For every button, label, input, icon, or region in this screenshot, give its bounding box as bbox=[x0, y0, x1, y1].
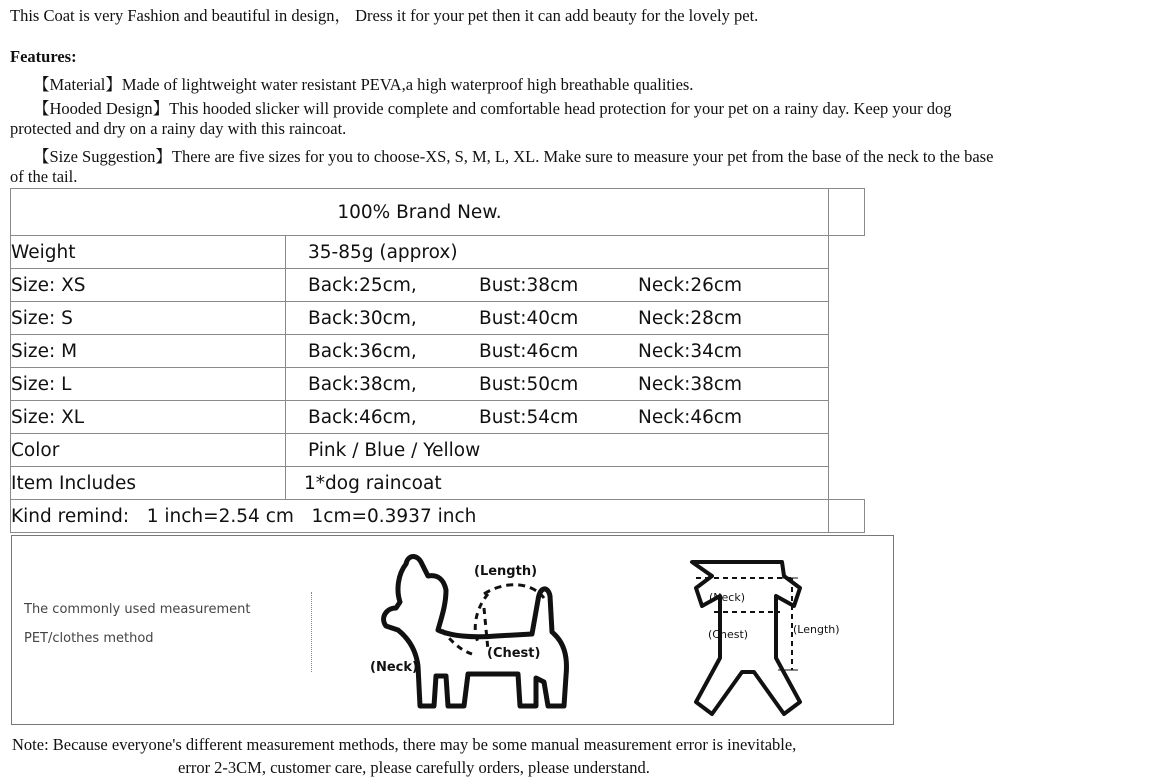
divider bbox=[311, 592, 312, 672]
note-line-1: Note: Because everyone's different measurement methods, there may be some manual measurement error is inevitable, bbox=[12, 735, 797, 754]
coat-neck-label: (Neck) bbox=[709, 591, 745, 604]
row-back: Back:38cm, bbox=[308, 373, 417, 395]
dog-neck-label: (Neck) bbox=[370, 660, 418, 675]
feature-hooded-cont: protected and dry on a rainy day with this raincoat. bbox=[10, 119, 347, 138]
coat-length-label: (Length) bbox=[793, 623, 840, 636]
features-heading: Features: bbox=[10, 47, 77, 66]
row-value: 1*dog raincoat bbox=[304, 472, 442, 494]
row-neck: Neck:28cm bbox=[638, 307, 743, 329]
intro-text: This Coat is very Fashion and beautiful in design， Dress it for your pet then it can add beauty for the lovely pet. bbox=[10, 6, 759, 25]
feature-material bbox=[33, 71, 693, 95]
row-label: Size: XS bbox=[11, 269, 286, 302]
diagram-caption-1: The commonly used measurement bbox=[24, 602, 251, 617]
row-back: Back:46cm, bbox=[308, 406, 417, 428]
diagram-caption-2: PET/clothes method bbox=[24, 631, 154, 646]
table-row bbox=[11, 368, 865, 401]
feature-size bbox=[33, 143, 993, 167]
spec-table bbox=[10, 188, 865, 533]
row-label: Item Includes bbox=[11, 467, 286, 500]
table-row bbox=[11, 467, 865, 500]
row-label: Size: XL bbox=[11, 401, 286, 434]
row-bust: Bust:54cm bbox=[479, 406, 579, 428]
table-row bbox=[11, 269, 865, 302]
row-label: Color bbox=[11, 434, 286, 467]
measurement-diagram bbox=[11, 535, 894, 725]
feature-size-cont: of the tail. bbox=[10, 167, 78, 186]
table-row bbox=[11, 500, 865, 533]
row-back: Back:36cm, bbox=[308, 340, 417, 362]
row-label: Size: L bbox=[11, 368, 286, 401]
row-bust: Bust:50cm bbox=[479, 373, 579, 395]
feature-tag: 【Material】 bbox=[33, 75, 122, 94]
table-row bbox=[11, 401, 865, 434]
table-row bbox=[11, 335, 865, 368]
row-bust: Bust:46cm bbox=[479, 340, 579, 362]
row-neck: Neck:46cm bbox=[638, 406, 743, 428]
feature-text: Made of lightweight water resistant PEVA,a high waterproof high breathable qualities. bbox=[121, 75, 694, 94]
row-neck: Neck:38cm bbox=[638, 373, 743, 395]
dog-chest-label: (Chest) bbox=[487, 646, 541, 661]
note-line-2: error 2-3CM, customer care, please carefully orders, please understand. bbox=[178, 758, 650, 777]
table-row bbox=[11, 302, 865, 335]
table-row bbox=[11, 236, 865, 269]
feature-text: This hooded slicker will provide complete and comfortable head protection for your pet on a rainy day. Keep your dog bbox=[169, 99, 952, 118]
row-bust: Bust:38cm bbox=[479, 274, 579, 296]
feature-tag: 【Hooded Design】 bbox=[33, 99, 170, 118]
row-bust: Bust:40cm bbox=[479, 307, 579, 329]
row-back: Back:30cm, bbox=[308, 307, 417, 329]
row-label: Size: M bbox=[11, 335, 286, 368]
row-value: Pink / Blue / Yellow bbox=[308, 439, 481, 461]
row-neck: Neck:26cm bbox=[638, 274, 743, 296]
feature-hooded bbox=[33, 95, 952, 119]
coat-diagram-icon bbox=[652, 554, 852, 724]
table-header: 100% Brand New. bbox=[11, 189, 829, 236]
dog-length-label: (Length) bbox=[474, 564, 538, 579]
row-neck: Neck:34cm bbox=[638, 340, 743, 362]
row-value: 35-85g (approx) bbox=[308, 241, 458, 263]
feature-text: There are five sizes for you to choose-XS, S, M, L, XL. Make sure to measure your pet from the base of the neck to the base bbox=[171, 147, 994, 166]
coat-chest-label: (Chest) bbox=[708, 628, 749, 641]
feature-tag: 【Size Suggestion】 bbox=[33, 147, 172, 166]
row-back: Back:25cm, bbox=[308, 274, 417, 296]
row-label: Weight bbox=[11, 236, 286, 269]
table-row bbox=[11, 434, 865, 467]
row-label: Size: S bbox=[11, 302, 286, 335]
kind-remind: Kind remind: 1 inch=2.54 cm 1cm=0.3937 inch bbox=[11, 500, 829, 533]
